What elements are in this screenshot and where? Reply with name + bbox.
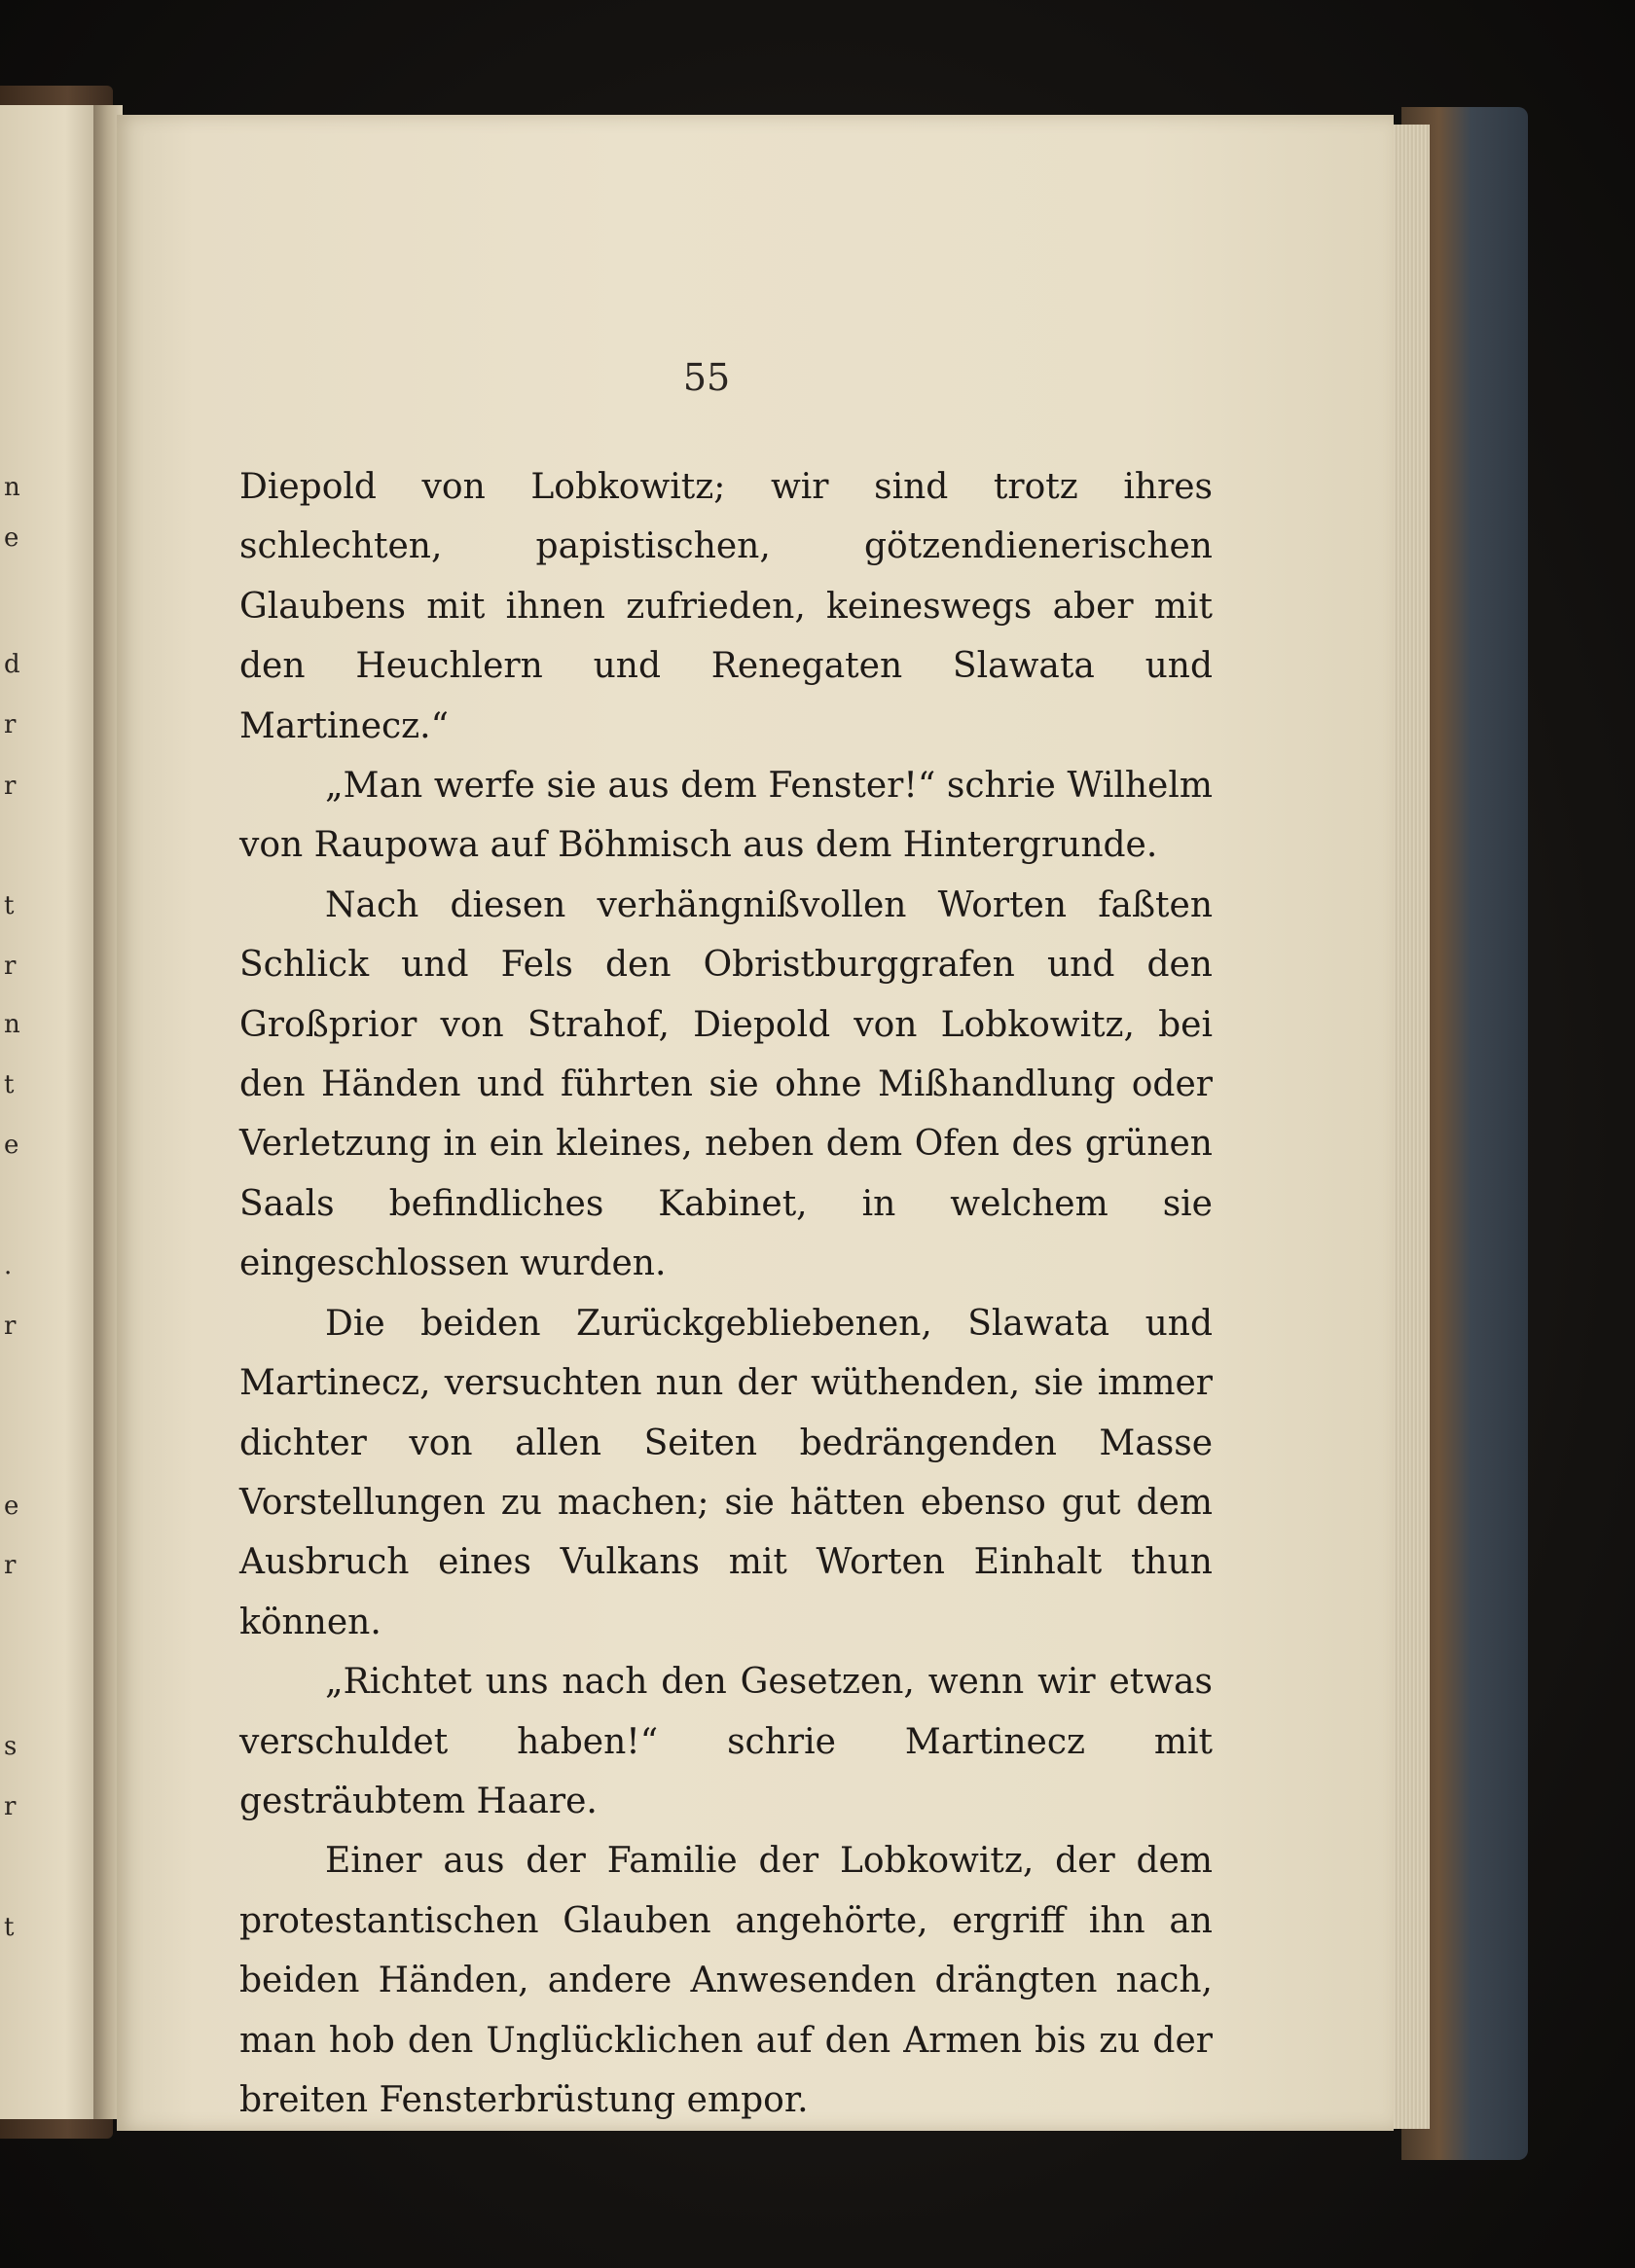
paragraph: Die beiden Zurückgebliebenen, Slawata und Martinecz, versuchten nun der wüthenden, sie immer dichter von allen Seiten bedrängenden Masse Vorstellungen zu machen; sie hätten ebenso gut dem Ausbruch eines Vulkans mit Worten Einhalt thun können.: [239, 1303, 1213, 1642]
left-page-fragment: s: [4, 1732, 18, 1761]
left-page-fragment: r: [4, 1312, 17, 1341]
previous-page-sliver: [0, 105, 93, 2119]
paragraph: „Man werfe sie aus dem Fenster!“ schrie Wilhelm von Raupowa auf Böhmisch aus dem Hintergrunde.: [239, 766, 1213, 866]
left-page-fragment: e: [4, 1492, 19, 1521]
left-page-fragment: t: [4, 1070, 15, 1099]
left-page-fragment: .: [4, 1251, 13, 1280]
paragraph: Diepold von Lobkowitz; wir sind trotz ihres schlechten, papistischen, götzendienerischen Glaubens mit ihnen zufrieden, keineswegs aber mit den Heuchlern und Renegaten Slawata und Martinecz.“: [239, 467, 1213, 746]
left-page-fragment: r: [4, 952, 17, 981]
left-page-fragment: n: [4, 473, 20, 502]
left-page-fragment: t: [4, 1913, 15, 1942]
left-page-fragment: r: [4, 1551, 17, 1580]
paragraph: Nach diesen verhängnißvollen Worten faßten Schlick und Fels den Obristburggrafen und den Großprior von Strahof, Diepold von Lobkowitz, bei den Händen und führten sie ohne Mißhandlung oder Verletzung in ein kleines, neben dem Ofen des grünen Saals befindliches Kabinet, in welchem sie eingeschlossen wurden.: [239, 884, 1213, 1284]
left-page-fragment: d: [4, 650, 20, 679]
left-page-fragment: r: [4, 710, 17, 739]
left-page-fragment: e: [4, 523, 19, 553]
left-page-fragment: n: [4, 1010, 20, 1039]
left-page-fragment: r: [4, 772, 17, 801]
left-page-fragment: r: [4, 1792, 17, 1821]
page-edges: [1390, 125, 1430, 2129]
left-page-fragment: e: [4, 1131, 19, 1160]
left-page-fragment: t: [4, 891, 15, 920]
paragraph: Einer aus der Familie der Lobkowitz, der dem protestantischen Glauben angehörte, ergriff ihn an beiden Händen, andere Anwesenden drängten nach, man hob den Unglücklichen auf den Armen bis zu der breiten Fensterbrüstung empor.: [239, 1841, 1213, 2120]
page-number: 55: [682, 356, 731, 399]
page-text: [239, 457, 1213, 2130]
paragraph: „Richtet uns nach den Gesetzen, wenn wir etwas verschuldet haben!“ schrie Martinecz mit gesträubtem Haare.: [239, 1662, 1213, 1821]
